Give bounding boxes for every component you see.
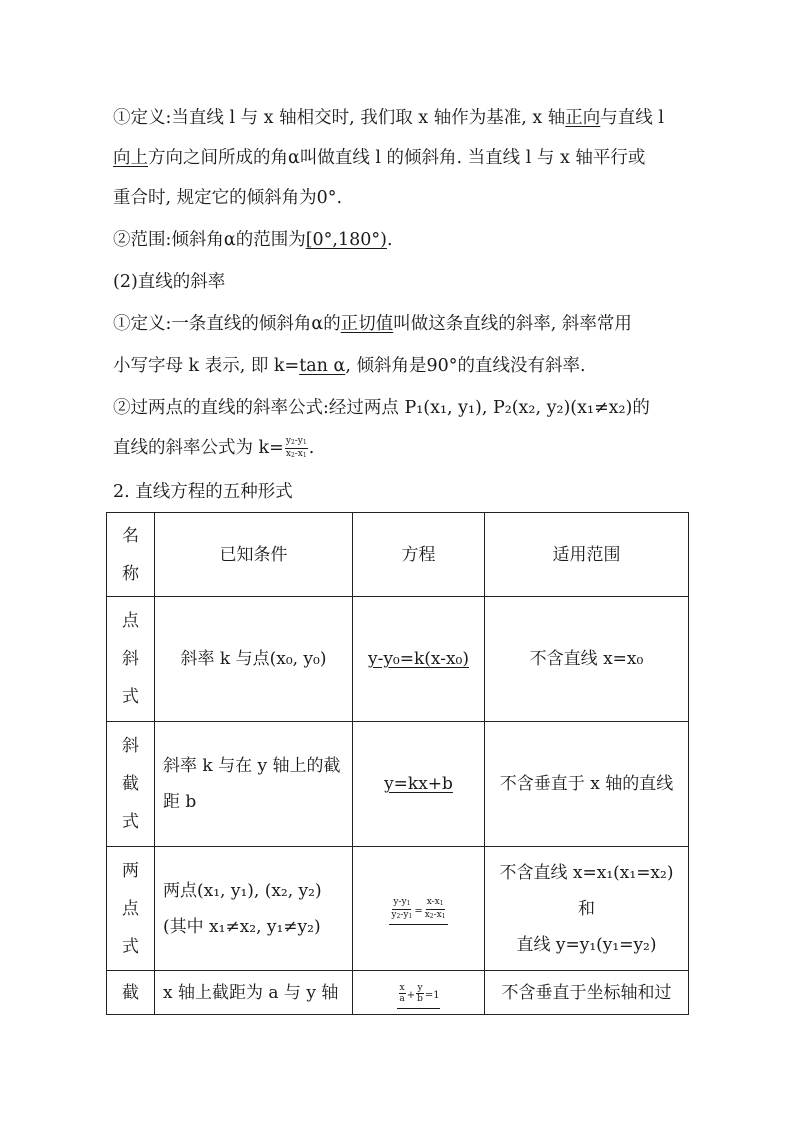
line-equation-forms-table <box>106 512 689 1015</box>
table-header-row <box>107 513 689 597</box>
text: 式 <box>122 687 139 707</box>
answer-blank: 正切值 <box>340 314 394 334</box>
text: 两 <box>122 860 139 881</box>
row-condition <box>155 847 353 971</box>
answer-blank: y-y₀=k(x-x₀) <box>367 649 469 669</box>
answer-blank: 正向 <box>565 108 601 128</box>
row-scope: 不含垂直于坐标轴和过 <box>485 971 689 1015</box>
text: 与直线 l <box>600 108 664 128</box>
text: 点 <box>122 898 139 919</box>
header-name <box>107 513 155 597</box>
inclination-range <box>113 228 393 252</box>
text: 截 <box>122 982 139 1003</box>
inclination-definition-line-3: 重合时, 规定它的倾斜角为0°. <box>113 188 343 208</box>
slope-heading: (2)直线的斜率 <box>113 272 226 292</box>
table-row <box>107 847 689 971</box>
text: 斜率 k 与在 y 轴上的截 <box>163 756 341 776</box>
answer-blank: [0°,180°) <box>305 230 387 250</box>
text: 点 <box>122 611 139 631</box>
row-name <box>107 597 155 722</box>
row-condition: x 轴上截距为 a 与 y 轴 <box>155 971 353 1015</box>
text: 式 <box>122 812 139 832</box>
intercept-equation: $\frac{x}{a}$ + $\frac{y}{b}$ =1 <box>397 982 439 1009</box>
row-scope: 不含垂直于 x 轴的直线 <box>485 722 689 847</box>
slope-formula-line-1: ②过两点的直线的斜率公式:经过两点 P₁(x₁, y₁), P₂(x₂, y₂)(x₁≠x₂)的 <box>113 398 650 418</box>
row-scope: 不含直线 x=x₀ <box>485 597 689 722</box>
text: 直线的斜率公式为 k= <box>113 438 284 458</box>
text: , 倾斜角是90°的直线没有斜率. <box>345 356 586 376</box>
two-point-equation: $\frac{y-y_1}{y_2-y_1}$ = $\frac{x-x_1}{x_2-x_1}$ <box>389 897 447 925</box>
row-condition <box>155 722 353 847</box>
row-condition: 斜率 k 与点(x₀, y₀) <box>155 597 353 722</box>
slope-definition-line-2 <box>113 354 586 378</box>
text: 方向之间所成的角α叫做直线 l 的倾斜角. 当直线 l 与 x 轴平行或 <box>148 148 646 168</box>
answer-blank: y=kx+b <box>384 774 453 794</box>
table-row <box>107 597 689 722</box>
text: 两点(x₁, y₁), (x₂, y₂) <box>163 880 322 901</box>
text: 式 <box>122 936 139 957</box>
header-equation: 方程 <box>353 513 485 597</box>
header-condition: 已知条件 <box>155 513 353 597</box>
row-equation <box>353 971 485 1015</box>
row-name <box>107 847 155 971</box>
row-name <box>107 971 155 1015</box>
text: . <box>386 230 393 250</box>
text: (其中 x₁≠x₂, y₁≠y₂) <box>163 916 321 937</box>
table-row <box>107 722 689 847</box>
section-heading-five-forms: 2. 直线方程的五种形式 <box>113 482 293 502</box>
text: 叫做这条直线的斜率, 斜率常用 <box>393 314 632 334</box>
inclination-definition-line-1 <box>113 106 664 130</box>
header-scope: 适用范围 <box>485 513 689 597</box>
text: 斜 <box>122 736 139 756</box>
text: ①定义:当直线 l 与 x 轴相交时, 我们取 x 轴作为基准, x 轴 <box>113 108 566 128</box>
text: ②范围:倾斜角α的范围为 <box>113 230 306 250</box>
row-scope <box>485 847 689 971</box>
text: . <box>308 438 315 458</box>
inclination-definition-line-2 <box>113 146 645 170</box>
slope-fraction: $\frac{y_2-y_1}{x_2-x_1}$ <box>285 436 307 459</box>
text: 称 <box>122 563 139 584</box>
row-equation <box>353 847 485 971</box>
text: 距 b <box>163 792 197 812</box>
table-row <box>107 971 689 1015</box>
text: 小写字母 k 表示, 即 k= <box>113 356 300 376</box>
text: 直线 y=y₁(y₁=y₂) <box>516 934 657 955</box>
answer-blank: tan α <box>299 356 346 376</box>
text: ①定义:一条直线的倾斜角α的 <box>113 314 341 334</box>
text: 不含直线 x=x₁(x₁=x₂)和 <box>499 862 674 919</box>
slope-formula-line-2 <box>113 436 314 461</box>
row-equation <box>353 722 485 847</box>
text: 斜 <box>122 649 139 669</box>
row-equation <box>353 597 485 722</box>
slope-definition-line-1 <box>113 312 632 336</box>
answer-blank: 向上 <box>113 148 148 168</box>
text: 截 <box>122 774 139 794</box>
text: 名 <box>122 525 139 546</box>
row-name <box>107 722 155 847</box>
